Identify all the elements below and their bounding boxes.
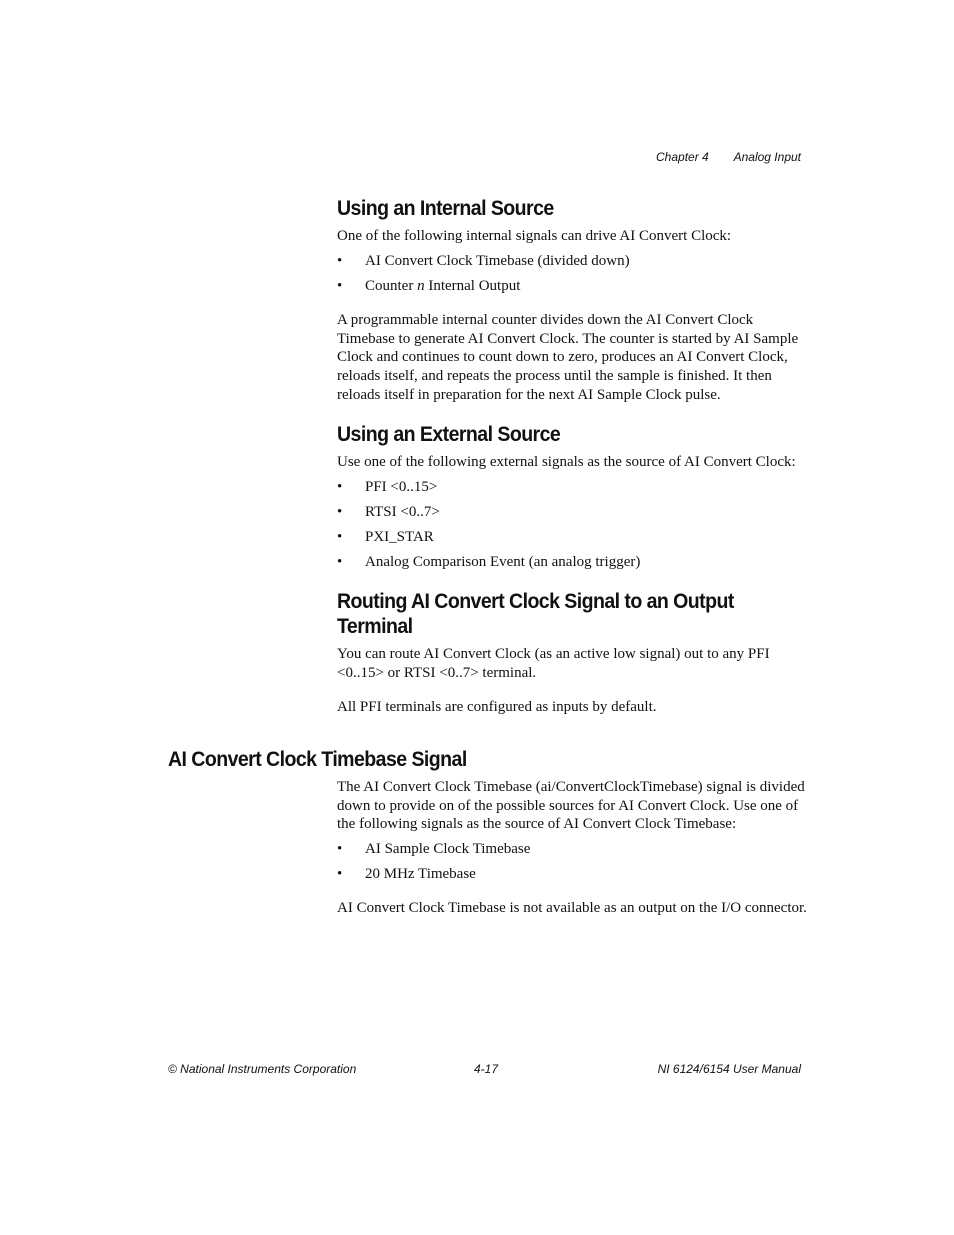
page-content [168, 196, 807, 934]
internal-signal-list [337, 252, 807, 296]
bullet-icon: • [337, 528, 343, 545]
list-item-text: Analog Comparison Event (an analog trigger) [365, 553, 641, 570]
list-item-text: PFI <0..15> [365, 478, 438, 495]
internal-paragraph: A programmable internal counter divides down the AI Convert Clock Timebase to generate AI Convert Clock. The counter is started by AI Sample Clock and continues to count down to zero, produces an AI Convert Clock, reloads itself, and repeats the process until the sample is finished. It then reloads itself in preparation for the next AI Sample Clock pulse. [337, 312, 799, 403]
bullet-icon: • [337, 252, 343, 269]
list-item-text: AI Convert Clock Timebase (divided down) [365, 252, 630, 269]
bullet-icon: • [337, 478, 343, 495]
counter-variable: n [417, 277, 425, 294]
routing-paragraph-2: All PFI terminals are configured as inputs by default. [337, 699, 657, 716]
heading-routing: Routing AI Convert Clock Signal to an Output Terminal [337, 590, 734, 639]
counter-suffix: Internal Output [424, 277, 521, 294]
list-item-text: RTSI <0..7> [365, 503, 440, 520]
external-signal-list [337, 478, 807, 572]
bullet-icon: • [337, 865, 343, 882]
page-number: 4-17 [474, 1062, 499, 1076]
bullet-icon: • [337, 277, 343, 294]
running-header [656, 150, 801, 164]
heading-external-source: Using an External Source [337, 423, 561, 447]
list-item [337, 528, 807, 547]
heading-timebase-signal: AI Convert Clock Timebase Signal [168, 748, 467, 772]
list-item [337, 553, 807, 572]
timebase-signal-list [337, 840, 807, 884]
list-item [337, 277, 807, 296]
manual-title: NI 6124/6154 User Manual [657, 1062, 801, 1076]
timebase-intro: The AI Convert Clock Timebase (ai/ConvertClockTimebase) signal is divided down to provide on of the possible sources for AI Convert Clock. Use one of the following signals as the source of AI Convert Clock Timebase: [337, 779, 805, 833]
footer-copyright: © National Instruments Corporation [168, 1062, 357, 1076]
chapter-label: Chapter 4 [656, 150, 709, 164]
list-item [337, 478, 807, 497]
timebase-paragraph: AI Convert Clock Timebase is not available as an output on the I/O connector. [337, 900, 807, 917]
list-item [337, 252, 807, 271]
chapter-title: Analog Input [733, 150, 801, 164]
heading-internal-source: Using an Internal Source [337, 197, 554, 220]
counter-prefix: Counter [365, 277, 418, 294]
external-intro: Use one of the following external signals as the source of AI Convert Clock: [337, 454, 796, 471]
list-item-text: AI Sample Clock Timebase [365, 840, 531, 857]
list-item [337, 865, 807, 884]
list-item [337, 503, 807, 522]
routing-paragraph-1: You can route AI Convert Clock (as an active low signal) out to any PFI <0..15> or RTSI <0..7> terminal. [337, 646, 770, 681]
bullet-icon: • [337, 553, 343, 570]
bullet-icon: • [337, 840, 343, 857]
list-item [337, 840, 807, 859]
list-item-text: PXI_STAR [365, 528, 434, 545]
internal-intro: One of the following internal signals can drive AI Convert Clock: [337, 228, 732, 244]
list-item-text: 20 MHz Timebase [365, 865, 476, 882]
bullet-icon: • [337, 503, 343, 520]
